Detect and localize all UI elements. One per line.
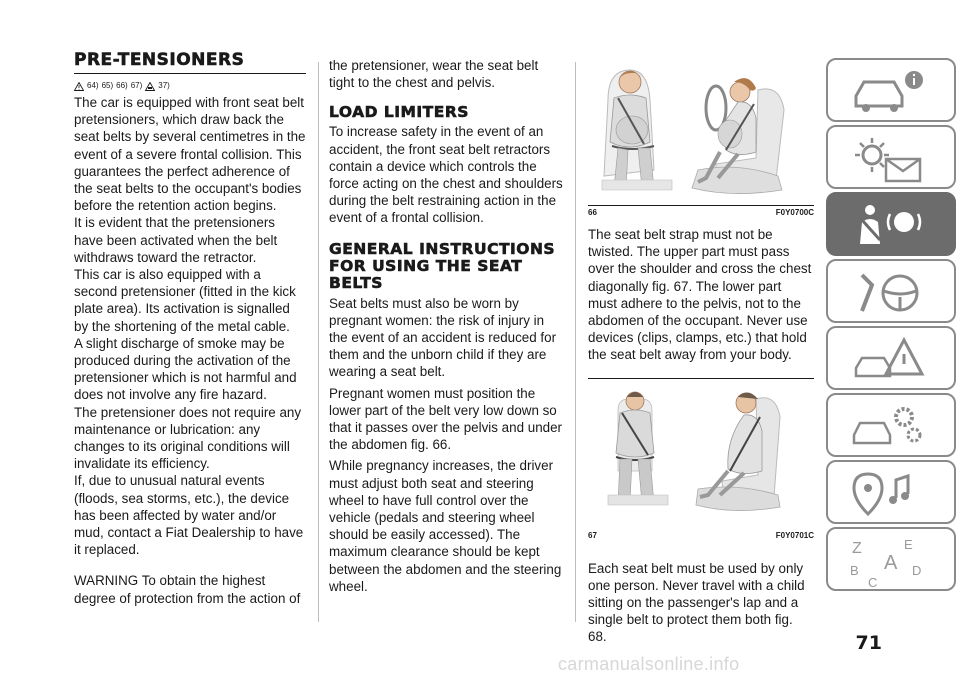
ref-65: 65) [101, 81, 114, 90]
key-steering-wheel-icon [848, 267, 928, 317]
figure-number: 66 [588, 208, 597, 217]
paragraph: It is evident that the pretensioners have been activated when the belt withdraws toward the retractor. [74, 215, 278, 265]
pregnant-woman-seat-belt-illustration [588, 60, 814, 205]
column-figures [588, 60, 814, 646]
paragraph: The seat belt strap must not be twisted. The upper part must pass over the shoulder and cross the chest diagonally fig. 67. The lower part must adhere to the pelvis, not to the abdomen of the occupant. Never use devices (clips, clamps, etc.) that hold the seat belt away from your body. [588, 227, 812, 363]
warning-triangle-icon [74, 82, 84, 91]
figure-66-caption [588, 208, 814, 217]
info-triangle-icon [145, 82, 155, 91]
figure-67-illustration [588, 378, 814, 529]
ref-67: 67) [130, 81, 143, 90]
paragraph: the pretensioner, wear the seat belt tight to the chest and pelvis. [329, 58, 539, 91]
index-letter: Z [852, 540, 862, 557]
paragraph: This car is also equipped with a second pretensioner (fitted in the kick plate area). Its activation is signalled by the shortening of the metal cable. [74, 267, 296, 334]
column-pre-tensioners [74, 52, 306, 607]
figure-code: F0Y0700C [775, 208, 814, 217]
ref-37: 37) [158, 81, 170, 90]
paragraph: The car is equipped with front seat belt pretensioners, which draw back the seat belts by several centimetres in the event of a severe frontal collision. This guarantees the perfect adherence of the seat belts to the occupant's bodies before the retention action begins. [74, 95, 306, 214]
seated-men-seat-belt-illustration [588, 379, 814, 529]
section-title-pre-tensioners: PRE-TENSIONERS [74, 50, 245, 70]
tab-car-info[interactable] [826, 58, 956, 122]
paragraph: The pretensioner does not require any maintenance or lubrication: any changes to its original conditions will invalidate its efficiency. [74, 404, 302, 472]
paragraph: Each seat belt must be used by only one person. Never travel with a child sitting on the passenger's lap and a single belt to protect them both fig. 68. [588, 560, 805, 645]
section-title-general-instructions: GENERAL INSTRUCTIONS FOR USING THE SEAT BELTS [329, 239, 556, 292]
ref-66: 66) [116, 81, 128, 90]
warning-references [74, 80, 306, 92]
warning-lights-icon [848, 133, 928, 183]
paragraph: To increase safety in the event of an accident, the front seat belt retractors contain a device which controls the force acting on the chest and shoulders during the belt restraining action in the event of a frontal collision. [329, 124, 563, 226]
title-rule [74, 73, 306, 74]
watermark: carmanualsonline.info [558, 654, 740, 674]
warning-paragraph: WARNING To obtain the highest degree of protection from the action of [74, 573, 301, 606]
tab-safety[interactable] [826, 192, 956, 256]
paragraph: A slight discharge of smoke may be produced during the activation of the pretensioner which is not harmful and does not involve any fire hazard. [74, 335, 297, 403]
page-number: 71 [855, 632, 882, 654]
paragraph: Seat belts must also be worn by pregnant women: the risk of injury in the event of an accident is reduced for them and the unborn child if they are wearing a seat belt. [329, 295, 557, 380]
paragraph: While pregnancy increases, the driver must adjust both seat and steering wheel to have full control over the vehicle (pedals and steering wheel should be easily accessed). The maximum clearance should be kept between the abdomen and the steering wheel. [329, 458, 562, 594]
tab-index[interactable] [826, 527, 956, 591]
index-letter: D [912, 563, 922, 578]
tab-maintenance[interactable] [826, 393, 956, 457]
figure-66-illustration [588, 60, 814, 206]
index-letter: C [868, 575, 878, 589]
index-letter: E [904, 537, 913, 552]
ref-64: 64) [87, 81, 99, 90]
paragraph: Pregnant women must position the lower part of the belt very low down so that it passes over the pelvis and under the abdomen fig. 66. [329, 385, 562, 453]
index-letter: B [850, 563, 859, 578]
multimedia-icon [848, 468, 928, 518]
tab-emergency[interactable] [826, 326, 956, 390]
tab-warning-lights[interactable] [826, 125, 956, 189]
figure-code: F0Y0701C [775, 530, 814, 540]
seat-belt-airbag-icon [848, 200, 928, 250]
figure-number: 67 [588, 530, 597, 540]
index-letter: A [884, 552, 898, 574]
paragraph: If, due to unusual natural events (floods, sea storms, etc.), the device has been affected by water and/or mud, contact a Fiat Dealership to have it replaced. [74, 473, 304, 558]
maintenance-gears-icon [848, 401, 928, 451]
breakdown-triangle-icon [848, 334, 928, 384]
index-alphabet-icon [848, 535, 938, 589]
column-load-limiters [329, 57, 563, 595]
car-info-icon [848, 66, 928, 116]
tab-multimedia[interactable] [826, 460, 956, 524]
column-divider [575, 62, 576, 622]
tab-starting-driving[interactable] [826, 259, 956, 323]
column-divider [318, 62, 319, 622]
figure-67-caption [588, 531, 814, 540]
section-title-load-limiters: LOAD LIMITERS [329, 103, 469, 122]
